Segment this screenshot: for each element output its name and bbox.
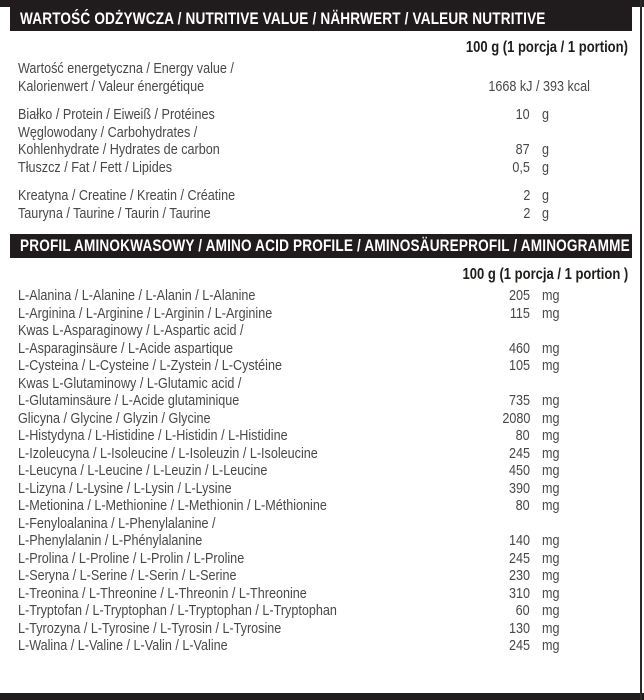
row-value	[470, 392, 530, 410]
row-unit-text: g	[542, 187, 550, 204]
top-edge-bar	[0, 0, 644, 7]
row-label	[18, 602, 470, 620]
row-value	[470, 585, 530, 603]
table-row	[18, 585, 570, 603]
row-value	[470, 187, 530, 205]
row-label-line: L-Tryptofan / L-Tryptophan / L-Tryptophan / L-Tryptophan	[18, 602, 337, 619]
row-label	[18, 480, 470, 498]
row-unit-text: mg	[542, 339, 560, 357]
row-unit	[530, 427, 570, 445]
rows	[0, 60, 644, 222]
row-value-text: 245	[508, 444, 530, 462]
row-value-text: 1668 kJ / 393 kcal	[488, 77, 590, 95]
row-label-line: Kwas L-Asparaginowy / L-Aspartic acid /	[18, 322, 244, 339]
row-label-line: L-Cysteina / L-Cysteine / L-Zystein / L-Cystéine	[18, 357, 283, 374]
label-section	[0, 234, 644, 655]
table-row	[18, 550, 570, 568]
row-label	[18, 462, 470, 480]
row-unit	[530, 532, 570, 550]
section-title: WARTOŚĆ ODŻYWCZA / NUTRITIVE VALUE / NÄHRWERT / VALEUR NUTRITIVE	[20, 9, 546, 28]
right-border-line	[640, 0, 642, 700]
row-label	[18, 124, 470, 159]
row-label-line: L-Walina / L-Valine / L-Valin / L-Valine	[18, 637, 228, 654]
row-unit-text: mg	[542, 409, 560, 427]
table-row	[18, 410, 570, 428]
row-unit-text: mg	[542, 497, 560, 514]
row-value-text: 130	[508, 619, 530, 637]
section-title: PROFIL AMINOKWASOWY / AMINO ACID PROFILE / AMINOSÄUREPROFIL / AMINOGRAMME	[20, 236, 630, 255]
row-unit	[530, 585, 570, 603]
row-unit-text: g	[542, 158, 550, 176]
table-row	[18, 124, 570, 159]
table-row	[18, 620, 570, 638]
row-label-line: Białko / Protein / Eiweiß / Protéines	[18, 106, 215, 123]
row-unit-text: mg	[542, 532, 560, 549]
row-unit-text: mg	[542, 427, 560, 444]
row-value-text: 245	[508, 549, 530, 567]
row-label-line: Kreatyna / Creatine / Kreatin / Créatine	[18, 187, 236, 204]
row-label-line: Kwas L-Glutaminowy / L-Glutamic acid /	[18, 374, 242, 392]
row-value	[470, 637, 530, 655]
row-label-line: Tauryna / Taurine / Taurin / Taurine	[18, 204, 211, 222]
row-unit-text: mg	[542, 584, 560, 602]
row-label	[18, 187, 470, 205]
row-unit-text: g	[542, 204, 550, 222]
row-label-line: Tłuszcz / Fat / Fett / Lipides	[18, 158, 173, 176]
table-row	[18, 567, 570, 585]
row-value-text: 230	[508, 567, 530, 584]
row-label-line: L-Izoleucyna / L-Isoleucine / L-Isoleuzin / L-Isoleucine	[18, 444, 318, 462]
row-value	[470, 445, 530, 463]
row-value-text: 245	[508, 637, 530, 654]
row-value-text: 460	[508, 339, 530, 357]
table-row	[18, 445, 570, 463]
row-unit	[530, 497, 570, 515]
row-label	[18, 567, 470, 585]
row-value-text: 10	[515, 106, 530, 123]
row-value-text: 60	[515, 602, 530, 619]
row-unit	[530, 445, 570, 463]
row-label-line: L-Arginina / L-Arginine / L-Arginin / L-Arginine	[18, 304, 273, 322]
section-header-bar	[10, 234, 632, 258]
row-label	[18, 637, 470, 655]
table-row	[18, 375, 570, 410]
row-value	[470, 340, 530, 358]
table-row	[18, 106, 570, 124]
row-unit-text: mg	[542, 637, 560, 654]
table-row	[18, 287, 570, 305]
row-value-text: 0,5	[512, 158, 530, 176]
table-row	[18, 497, 570, 515]
row-label-line: L-Alanina / L-Alanine / L-Alanin / L-Alanine	[18, 287, 256, 304]
row-value-text: 450	[508, 462, 530, 479]
row-unit-text: mg	[542, 304, 560, 322]
row-unit-text: mg	[542, 462, 560, 479]
row-label-line: Węglowodany / Carbohydrates /	[18, 123, 198, 141]
row-unit	[530, 602, 570, 620]
row-label	[18, 106, 470, 124]
row-value-text: 115	[509, 304, 530, 322]
serving-size-header	[0, 39, 628, 57]
row-unit-text: g	[542, 141, 550, 158]
row-label	[18, 550, 470, 568]
row-label-line: L-Lizyna / L-Lysine / L-Lysin / L-Lysine	[18, 479, 232, 497]
row-unit-text: mg	[542, 602, 560, 619]
table-row	[18, 159, 570, 177]
row-unit-text: mg	[542, 479, 560, 497]
row-unit-text: mg	[542, 549, 560, 567]
row-value-text: 310	[508, 584, 530, 602]
table-row	[18, 480, 570, 498]
row-unit	[530, 637, 570, 655]
row-label	[18, 205, 470, 223]
row-value-text: 390	[508, 479, 530, 497]
table-row	[18, 637, 570, 655]
row-value-text: 87	[515, 141, 530, 158]
row-value	[470, 427, 530, 445]
row-value	[470, 357, 530, 375]
serving-size-text: 100 g (1 porcja / 1 portion )	[462, 266, 628, 283]
row-label-line: Kohlenhydrate / Hydrates de carbon	[18, 141, 220, 158]
table-row	[18, 357, 570, 375]
row-label-line: Glicyna / Glycine / Glyzin / Glycine	[18, 409, 211, 427]
row-label-line: L-Histydyna / L-Histidine / L-Histidin / L-Histidine	[18, 427, 288, 444]
row-unit	[530, 567, 570, 585]
table-row	[18, 60, 590, 95]
row-value-text: 735	[508, 392, 530, 409]
row-value	[470, 106, 530, 124]
row-label	[18, 410, 470, 428]
row-unit	[530, 106, 570, 124]
row-label	[18, 445, 470, 463]
row-value	[470, 532, 530, 550]
row-label	[18, 427, 470, 445]
row-label	[18, 620, 470, 638]
row-value	[470, 602, 530, 620]
row-label	[18, 322, 470, 357]
table-row	[18, 427, 570, 445]
row-value-text: 105	[508, 357, 530, 374]
row-value-text: 140	[508, 532, 530, 549]
row-value-text: 80	[515, 427, 530, 444]
row-unit	[530, 187, 570, 205]
row-unit	[530, 410, 570, 428]
row-value	[470, 462, 530, 480]
row-value-text: 80	[515, 497, 530, 514]
row-unit	[530, 305, 570, 323]
row-value-text: 2	[522, 204, 530, 222]
row-value	[440, 78, 590, 96]
row-value	[470, 567, 530, 585]
row-unit	[530, 620, 570, 638]
row-unit-text: mg	[542, 392, 560, 409]
row-label-line: L-Seryna / L-Serine / L-Serin / L-Serine	[18, 567, 237, 584]
row-label	[18, 60, 440, 95]
table-row	[18, 462, 570, 480]
row-label	[18, 287, 470, 305]
rows	[0, 287, 644, 655]
row-unit	[530, 392, 570, 410]
row-value	[470, 410, 530, 428]
row-label-line: L-Treonina / L-Threonine / L-Threonin / L-Threonine	[18, 584, 307, 602]
label-sections	[0, 7, 644, 655]
row-label-line: L-Tyrozyna / L-Tyrosine / L-Tyrosin / L-Tyrosine	[18, 619, 282, 637]
row-unit-text: mg	[542, 567, 560, 584]
row-value	[470, 159, 530, 177]
row-value	[470, 205, 530, 223]
row-label-line: L-Phenylalanin / L-Phénylalanine	[18, 532, 203, 549]
row-label-line: Wartość energetyczna / Energy value /	[18, 60, 234, 77]
row-unit	[530, 287, 570, 305]
row-label-line: L-Glutaminsäure / L-Acide glutaminique	[18, 392, 240, 409]
row-value	[470, 305, 530, 323]
row-unit	[530, 141, 570, 159]
bottom-edge-bar	[0, 693, 644, 700]
row-label	[18, 305, 470, 323]
row-label	[18, 497, 470, 515]
row-label	[18, 357, 470, 375]
row-unit	[530, 205, 570, 223]
row-label-line: L-Fenyloalanina / L-Phenylalanine /	[18, 514, 216, 532]
row-label-line: L-Metionina / L-Methionine / L-Methionin / L-Méthionine	[18, 497, 327, 514]
row-label-line: L-Leucyna / L-Leucine / L-Leuzin / L-Leucine	[18, 462, 268, 479]
row-unit-text: g	[542, 106, 550, 123]
table-row	[18, 187, 570, 205]
row-value	[470, 287, 530, 305]
row-value	[470, 480, 530, 498]
row-label-line: L-Prolina / L-Proline / L-Prolin / L-Proline	[18, 549, 245, 567]
row-label-line: L-Asparaginsäure / L-Acide aspartique	[18, 339, 234, 357]
row-label	[18, 159, 470, 177]
table-row	[18, 515, 570, 550]
table-row	[18, 205, 570, 223]
row-unit	[530, 462, 570, 480]
row-unit-text: mg	[542, 357, 560, 374]
row-unit-text: mg	[542, 619, 560, 637]
row-value-text: 2080	[501, 409, 530, 427]
row-label	[18, 585, 470, 603]
row-value	[470, 620, 530, 638]
row-label	[18, 515, 470, 550]
row-unit	[530, 550, 570, 568]
row-value-text: 2	[522, 187, 530, 204]
row-unit-text: mg	[542, 287, 560, 304]
serving-size-header	[0, 266, 628, 284]
row-value	[470, 141, 530, 159]
row-label-line: Kalorienwert / Valeur énergétique	[18, 77, 205, 95]
row-unit	[530, 357, 570, 375]
row-value	[470, 497, 530, 515]
table-row	[18, 305, 570, 323]
row-unit	[530, 159, 570, 177]
row-unit	[530, 340, 570, 358]
section-header-bar	[10, 7, 632, 31]
row-unit	[530, 480, 570, 498]
row-value	[470, 550, 530, 568]
row-value-text: 205	[508, 287, 530, 304]
table-row	[18, 602, 570, 620]
table-row	[18, 322, 570, 357]
row-unit-text: mg	[542, 444, 560, 462]
serving-size-text: 100 g (1 porcja / 1 portion)	[465, 39, 628, 56]
label-section	[0, 7, 644, 222]
row-label	[18, 375, 470, 410]
